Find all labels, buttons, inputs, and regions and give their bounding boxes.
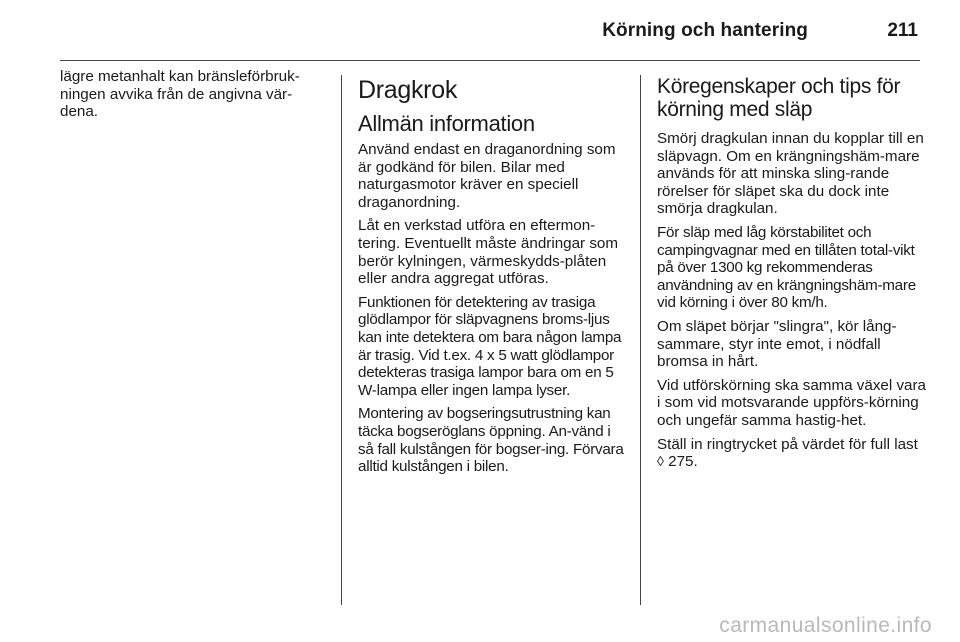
- section-heading-trailer-driving: Köregenskaper och tips för körning med släp: [657, 75, 901, 121]
- subsection-heading: Allmän information: [358, 111, 535, 136]
- paragraph: Montering av bogseringsutrustning kan täcka bogseröglans öppning. An-vänd i så fall kulstången för bogser-ing. Förvara alltid kulstången i bilen.: [358, 405, 624, 476]
- paragraph-text: Ställ in ringtrycket på värdet för full last: [657, 435, 918, 453]
- column-left: [60, 68, 330, 127]
- column-divider-right: [640, 75, 641, 605]
- paragraph: Smörj dragkulan innan du kopplar till en släpvagn. Om en krängningshäm-mare används för att minska sling-rande rörelser för släpet ska du dock inte smörja dragkulan.: [657, 130, 924, 218]
- paragraph: Funktionen för detektering av trasiga glödlampor för släpvagnens broms-ljus kan inte detektera om bara någon lampa är trasig. Vid t.ex. 4 x 5 watt glödlampor detekteras trasiga lampor bara om en 5 W-lampa eller ingen lampa lyser.: [358, 293, 622, 399]
- page-reference-number: 275.: [668, 453, 698, 471]
- paragraph-with-reference: [657, 436, 927, 471]
- header-divider: [60, 60, 920, 61]
- page-number: 211: [887, 20, 918, 41]
- column-divider-left: [341, 75, 342, 605]
- watermark: carmanualsonline.info: [719, 614, 932, 637]
- paragraph: Vid utförskörning ska samma växel vara i som vid motsvarande uppförs-körning och ungefär samma hastig-het.: [657, 376, 926, 429]
- continued-paragraph: lägre metanhalt kan bränsleförbruk-ningen avvika från de angivna vär-dena.: [60, 68, 300, 121]
- column-right: [657, 68, 927, 477]
- section-heading-dragkrok: Dragkrok: [358, 76, 458, 104]
- page-header: [60, 0, 920, 60]
- page-reference-link[interactable]: [657, 453, 698, 470]
- column-middle: [358, 68, 628, 482]
- paragraph: Använd endast en draganordning som är godkänd för bilen. Bilar med naturgasmotor kräver en speciell draganordning.: [358, 141, 616, 211]
- paragraph: För släp med låg körstabilitet och campingvagnar med en tillåten total-vikt på över 1300 kg rekommenderas användning av en krängningshäm-mare vid körning i över 80 km/h.: [657, 223, 916, 312]
- page-reference-icon: ◊: [657, 453, 664, 470]
- paragraph: Om släpet börjar "slingra", kör lång-sammare, styr inte emot, i nödfall bromsa in hårt.: [657, 317, 897, 371]
- page-title: Körning och hantering: [602, 20, 808, 41]
- paragraph: Låt en verkstad utföra en eftermon-tering. Eventuellt måste ändringar som berör kylningen, värmeskydds-plåten eller andra aggregat utföras.: [358, 217, 619, 288]
